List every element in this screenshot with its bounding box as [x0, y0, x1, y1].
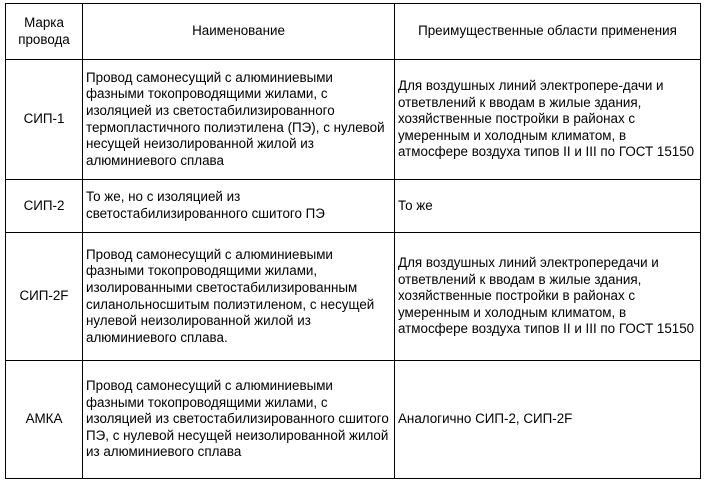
- table-row: [6, 180, 701, 233]
- header-name: Наименование: [83, 4, 395, 60]
- cell-mark: СИП-2: [6, 180, 83, 233]
- cell-use: Для воздушных линий электропере-дачи и ответвлений к вводам в жилые здания, хозяйственные постройки в районах с умеренным и холодным климатом, в атмосфере воздуха типов II и III по ГОСТ 15150: [395, 60, 701, 180]
- header-use: Преимущественные области применения: [395, 4, 701, 60]
- cell-use: Аналогично СИП-2, СИП-2F: [395, 361, 701, 479]
- table-header-row: [6, 4, 701, 60]
- cell-use: То же: [395, 180, 701, 233]
- cell-name: Провод самонесущий с алюминиевыми фазными токопроводящими жилами, изолированными светостабилизированным силанольносшитым полиэтиленом, с несущей нулевой неизолированной жилой из алюминиевого сплава.: [83, 233, 395, 361]
- cell-use: Для воздушных линий электропередачи и ответвлений к вводам в жилые здания, хозяйственные постройки в районах с умеренным и холодным климатом, в атмосфере воздуха типов II и III по ГОСТ 15150: [395, 233, 701, 361]
- header-mark: Марка провода: [6, 4, 83, 60]
- cell-name: То же, но с изоляцией из светостабилизированного сшитого ПЭ: [83, 180, 395, 233]
- cell-name: Провод самонесущий с алюминиевыми фазными токопроводящими жилами, с изоляцией из светостабилизированного термопластичного полиэтилена (ПЭ), с нулевой несущей неизолированной жилой из алюминиевого сплава: [83, 60, 395, 180]
- cell-name: Провод самонесущий с алюминиевыми фазными токопроводящими жилами, с изоляцией из светостабилизированного сшитого ПЭ, с нулевой несущей неизолированной жилой из алюминиевого сплава: [83, 361, 395, 479]
- table-row: [6, 233, 701, 361]
- table-row: [6, 361, 701, 479]
- wire-table: [5, 3, 701, 479]
- cell-mark: АМКА: [6, 361, 83, 479]
- cell-mark: СИП-2F: [6, 233, 83, 361]
- cell-mark: СИП-1: [6, 60, 83, 180]
- table-row: [6, 60, 701, 180]
